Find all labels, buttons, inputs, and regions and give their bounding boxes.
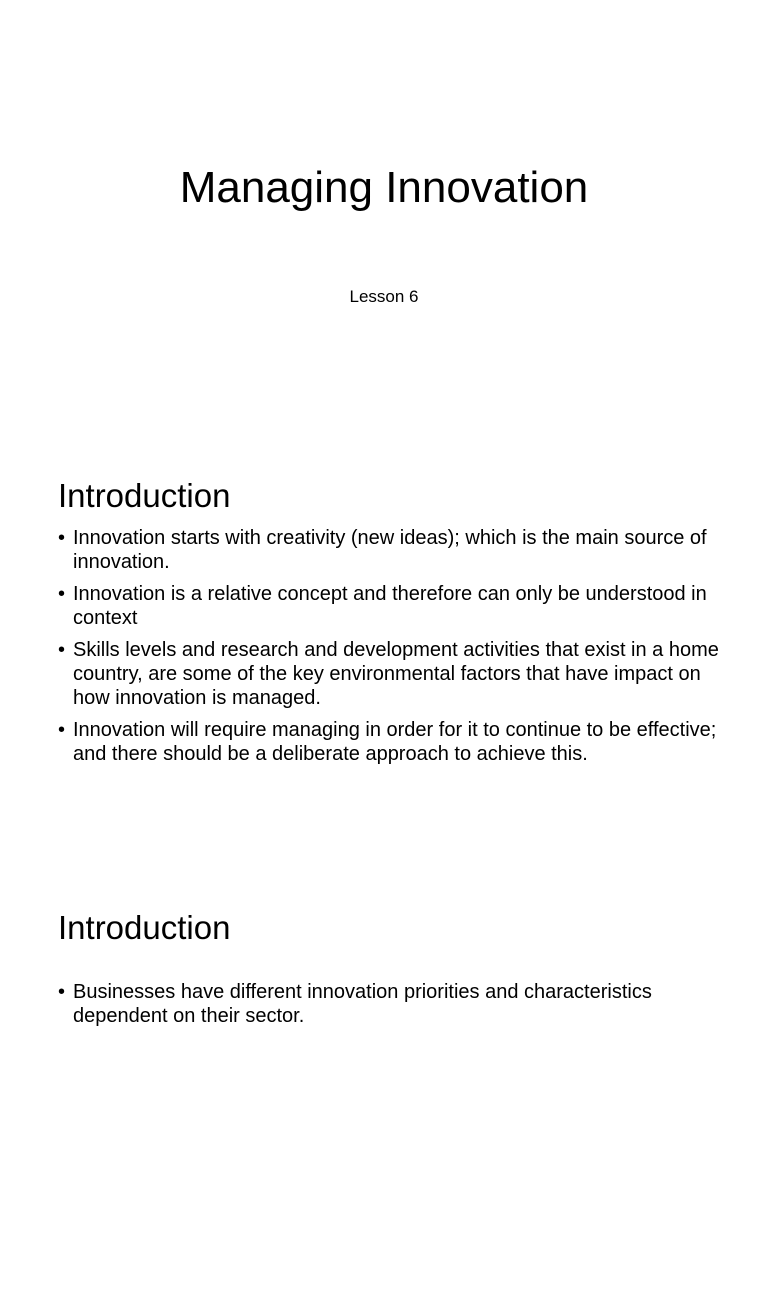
bullet-marker: • [58,583,66,605]
section-heading: Introduction [58,477,231,514]
bullet-marker: • [58,719,66,741]
section-heading: Introduction [58,909,231,946]
bullet-item [58,526,723,574]
title-slide [0,0,768,432]
slide-subtitle: Lesson 6 [349,287,419,306]
bullet-item [58,638,723,710]
bullet-text: Businesses have different innovation priorities and characteristics dependent on their sector. [73,981,652,1027]
slide-title: Managing Innovation [179,163,589,212]
bullet-marker: • [58,639,66,661]
introduction-slide-1 [0,432,768,864]
bullet-marker: • [58,527,66,549]
bullet-item [58,718,723,766]
bullet-item [58,980,723,1028]
bullet-list [58,526,723,774]
bullet-text: Skills levels and research and development activities that exist in a home country, are some of the key environmental factors that have impact on how innovation is managed. [73,639,719,709]
bullet-marker: • [58,981,66,1003]
bullet-list [58,980,723,1036]
introduction-slide-2 [0,864,768,1296]
bullet-text: Innovation is a relative concept and therefore can only be understood in context [73,583,707,629]
bullet-item [58,582,723,630]
bullet-text: Innovation starts with creativity (new ideas); which is the main source of innovation. [73,527,707,573]
bullet-text: Innovation will require managing in order for it to continue to be effective; and there should be a deliberate approach to achieve this. [73,719,717,765]
